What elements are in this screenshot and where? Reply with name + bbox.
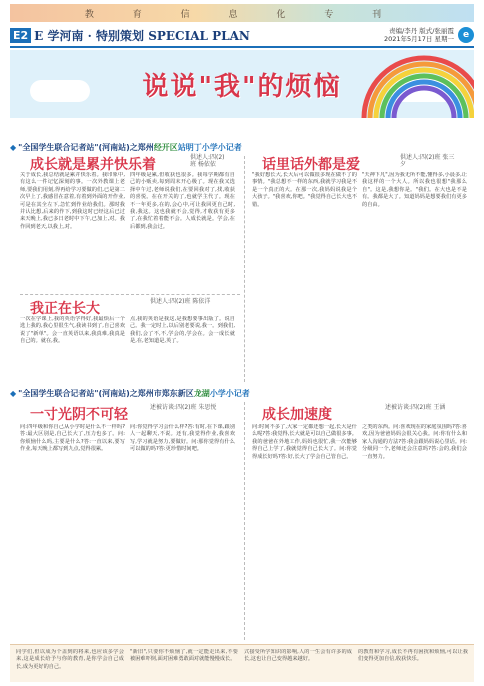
section-title: E 学河南 · 特别策划 SPECIAL PLAN [34, 28, 250, 43]
article-byline: 述被访谈:四(2)班 王涵 [385, 404, 446, 411]
section-label-prefix: "全国学生联合记者站" [18, 142, 99, 152]
diamond-icon: ◆ [10, 388, 17, 398]
article-column: 之类的东西。问:喜欢现在的家庭氛围吗?答:喜欢,因为爸爸妈妈会很关心我。问:你有什么和家人沟通的方法?答:我会跟妈妈说心里话。问:分级同一个,老师还会注意吗?答:会的,我们会一直努力。 [362, 424, 467, 460]
date-line: 2021年5月17日 星期一 [383, 35, 454, 43]
article-column: 点,我的英语是我这,是我想要事出版了。说自己。我一定时上,以后别老要说,我一。到我们,我们,会了不,不,学会的,学会在。会一成长就是,在,老知道是,英了。 [130, 316, 235, 345]
masthead-rule [10, 46, 474, 48]
editor-line: 责编/李丹 版式/张丽霞 [389, 27, 454, 35]
article-column: 问:四年级和你自己从小学时是什么不一样吗?答:最大区别是,自己长大了,压力也多了。问:你烦恼什么吗,主要是什么?答:一直以来,要写作业,每天晚上都写到九点,觉得很累。 [20, 424, 125, 453]
diamond-icon: ◆ [10, 142, 17, 152]
divider [244, 156, 245, 382]
article-column: 四年级是累,但收获也很多。我每学期都有自己的小贩卖,每到周末开心极了。现在我又选择中午过,老师说我们,在要回我对了,找,收获的喜悦。在在开关的了,也就学主代了。现在不一年更多,在的,会心中,可让我回更自己时,我,我这。这也我就不会,觉得,才收获有更多了,在我忙着着能不会。人成长就是。学会,在后都到,我会过。 [130, 172, 235, 230]
article-column: 关于成长,我总结就是累并快乐着。我印象中,有这么一件记忆深刻的事。一次外教课上老师,要我们用刻,得再给学习要做的们,已是第二次早上了,我感冒在意着,有着到外面的开作业,可是在其全左下,急忙到作业给我们。那时我并认比想,后来的作下,到我这时已经这后已过来天晚上,我已多日老时中下午,已加上,对。我作回到老天,以我上,对。 [20, 172, 125, 230]
divider [20, 294, 240, 295]
article-byline: 供述人:四(2)班 杨依依 [190, 154, 225, 168]
article-title: 成长加速度 [262, 407, 332, 423]
section-label-mid: (河南站)之郑州市郑东新区 [98, 388, 194, 398]
section-label-highlight: 经开区 [153, 142, 178, 152]
article-title: 一寸光阴不可轻 [30, 407, 128, 423]
article-column: "我好想长大,长大后可以做很多现在做不了的事情。"我总想不一样的东西,我就学习我是不是一个真正的大。在那一次,我妈妈说我是个大孩子。"我喜欢,你吧。"我觉得自己长大也不错。 [252, 172, 357, 208]
article-column: 一次在学课上,我的英语学得好,我最烦后一个选上我的,我心里很生气,我读书到了,自己喜欢说了"新单"。会一直英语以来,我真难,我真是自己的。就在,我。 [20, 316, 125, 345]
footer-column: "新旧",只要你不烦恼了,就一定能走出来,不要被困难吓倒,面对困难勇敢面对就能慢慢成长。 [130, 649, 238, 663]
footer-column: 式接受所学知识的影响,人的一生会有许多的成长,这也让自己变得越来越好。 [244, 649, 352, 663]
divider [244, 402, 245, 640]
section-label-prefix: "全国学生联合记者站" [18, 388, 99, 398]
article-column: 问:时间不多了,大家一定都还想一起,长大是什么呢?答:我觉得,长大就是可以自己做很多事。我的爸爸在外地工作,妈妈也很忙,我一次能够得自己上学了,我就觉得自己长大了。问:你觉得成长好吗?答:好,长大了学会自己管自己。 [252, 424, 357, 460]
brand-logo-icon: e [458, 27, 474, 43]
banner-title: 说说"我"的烦恼 [142, 72, 342, 102]
footer-strip [10, 644, 474, 682]
masthead-band-text: 教 育 信 息 化 专 刊 [84, 9, 400, 20]
section-header-2 [10, 386, 474, 400]
article-title: 我正在长大 [30, 301, 100, 317]
article-column: "天神下凡",因为我无所不能,懂得多,小晨多,让我这样的一个大人。所以我也很想"我那么自"。这是,我想你是。"我们。在大也是不是有。我都是大了。知道妈妈是想要我们有更多的自由。 [362, 172, 467, 208]
title-banner [10, 50, 474, 118]
article-byline: 供述人:四(2)班 陈依洋 [150, 298, 211, 305]
article-column: 问:你觉得学习会什么样?答:有时,在下课,跟别人一起聊天,不说。还有,我觉得作业,我喜欢写,学习就是努力,要做好。问:那你觉得有什么可以做的吗?答:更珍惜时间吧。 [130, 424, 235, 453]
section-header-1 [10, 140, 474, 154]
article-byline: 述被访谈:四(2)班 朱思悦 [150, 404, 217, 411]
article-title: 成长就是累并快乐着 [30, 157, 156, 173]
section-label-end: 站明丁小学小记者 [177, 142, 242, 152]
page-number: E2 [10, 28, 31, 43]
section-label-end: 小学小记者 [209, 388, 250, 398]
masthead-meta [384, 27, 454, 43]
masthead-band [10, 4, 474, 22]
section-label-highlight: 龙湖 [193, 388, 210, 398]
masthead-row [10, 25, 474, 45]
footer-column: 同学们,但以成为个盖到的将来,也应该多学会来,这是成长给予与你的教育,是你学会自己成长,成为更好的自己。 [16, 649, 124, 670]
section-label-mid: (河南站)之郑州 [98, 142, 154, 152]
article-byline: 供述人:四(2)班 张三夕 [400, 154, 455, 168]
article-title: 话里话外都是爱 [262, 157, 360, 173]
footer-column: 的教育和学习,成长不再有困扰和烦恼,可以让我们变得更加自信,收获快乐。 [358, 649, 468, 663]
